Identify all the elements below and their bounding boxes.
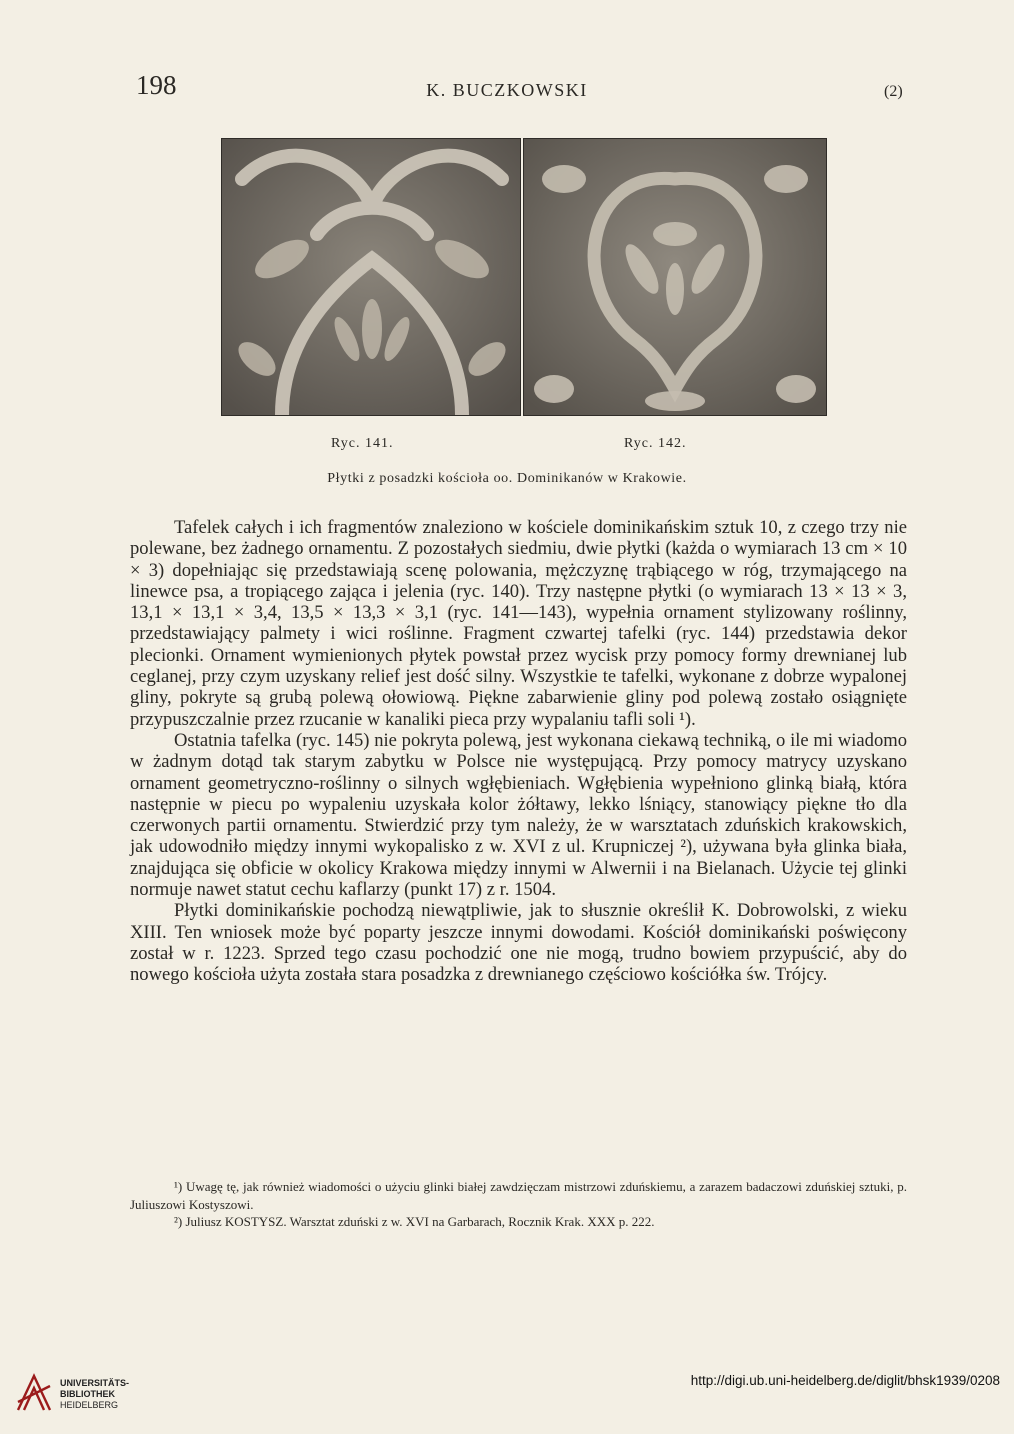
footnote-2: ²) Juliusz KOSTYSZ. Warsztat zduński z w. XVI na Garbarach, Rocznik Krak. XXX p. 222. bbox=[174, 1214, 655, 1229]
library-name: UNIVERSITÄTS- BIBLIOTHEK HEIDELBERG bbox=[60, 1378, 130, 1410]
source-url-link[interactable]: http://digi.ub.uni-heidelberg.de/diglit/bhsk1939/0208 bbox=[690, 1373, 1000, 1388]
section-mark: (2) bbox=[884, 83, 903, 100]
figure-142-label: Ryc. 142. bbox=[624, 436, 687, 451]
paragraph-1: Tafelek całych i ich fragmentów znaleziono w kościele dominikańskim sztuk 10, z czego trzy nie polewane, bez żadnego ornamentu. Z pozostałych siedmiu, dwie płytki (każda o wymiarach 13 cm × 10 × 3) dopełniając się przedstawiają scenę polowania, mężczyznę trąbiącego w róg, trzymającego na linewce psa, a tropiącego zająca i jelenia (ryc. 140). Trzy następne płytki (o wymiarach 13 × 13 × 3, 13,1 × 13,1 × 3,4, 13,5 × 13,3 × 3,1 (ryc. 141—143), wypełnia ornament stylizowany roślinny, przedstawiający palmety i wici roślinne. Fragment czwartej tafelki (ryc. 144) przedstawia dekor plecionki. Ornament wymienionych płytek powstał przez wycisk przy pomocy formy drewnianej lub ceglanej, przy czym uzyskany relief jest dość silny. Wszystkie te tafelki, wykonane z dobrze wypalonej gliny, pokryte są grubą polewą ołowiową. Piękne zabarwienie gliny pod polewą zostało osiągnięte przypuszczalnie przez rzucanie w kanaliki pieca przy wypalaniu tafli soli ¹). bbox=[130, 517, 907, 730]
body-text bbox=[130, 517, 907, 986]
paragraph-3: Płytki dominikańskie pochodzą niewątpliwie, jak to słusznie określił K. Dobrowolski, z wieku XIII. Ten wniosek może być poparty jeszcze innymi dowodami. Kościół dominikański poświęcony został w r. 1223. Sprzed tego czasu pochodzić one nie mogą, trudno bowiem przypuścić, aby do nowego kościoła użyta została stara posadzka z drewnianego częściowo kościółka św. Trójcy. bbox=[130, 900, 907, 986]
page-number: 198 bbox=[136, 70, 177, 100]
figure-142-tile-photo bbox=[523, 138, 827, 416]
footnotes bbox=[130, 1178, 907, 1231]
figure-caption: Płytki z posadzki kościoła oo. Dominikanów w Krakowie. bbox=[327, 471, 687, 486]
footnote-1: ¹) Uwagę tę, jak również wiadomości o użyciu glinki białej zawdzięczam mistrzowi zduńskiemu, a zarazem badaczowi zduńskiej sztuki, p. Juliuszowi Kostyszowi. bbox=[130, 1179, 907, 1212]
figure-141-label: Ryc. 141. bbox=[331, 436, 394, 451]
paragraph-2: Ostatnia tafelka (ryc. 145) nie pokryta polewą, jest wykonana ciekawą techniką, o ile mi wiadomo w żadnym dotąd tak starym zabytku w Polsce nie występującą. Przy pomocy matrycy uzyskano ornament geometryczno-roślinny o silnych wgłębieniach. Wgłębienia wypełniono glinką białą, która następnie w piecu po wypaleniu uzyskała kolor żółtawy, lekko lśniący, stanowiący piękne tło dla czerwonych partii ornamentu. Stwierdzić przy tym należy, że w warsztatach zduńskich krakowskich, jak udowodniło między innymi wykopalisko z w. XVI z ul. Krupniczej ²), używana była glinka biała, znajdująca się obficie w okolicy Krakowa między innymi w Alwernii i na Bielanach. Użycie tej glinki normuje nawet statut cechu kaflarzy (punkt 17) z r. 1504. bbox=[130, 729, 907, 901]
running-head: K. BUCZKOWSKI bbox=[426, 80, 588, 100]
figure-141-tile-photo bbox=[221, 138, 521, 416]
library-logo-icon bbox=[14, 1372, 54, 1414]
